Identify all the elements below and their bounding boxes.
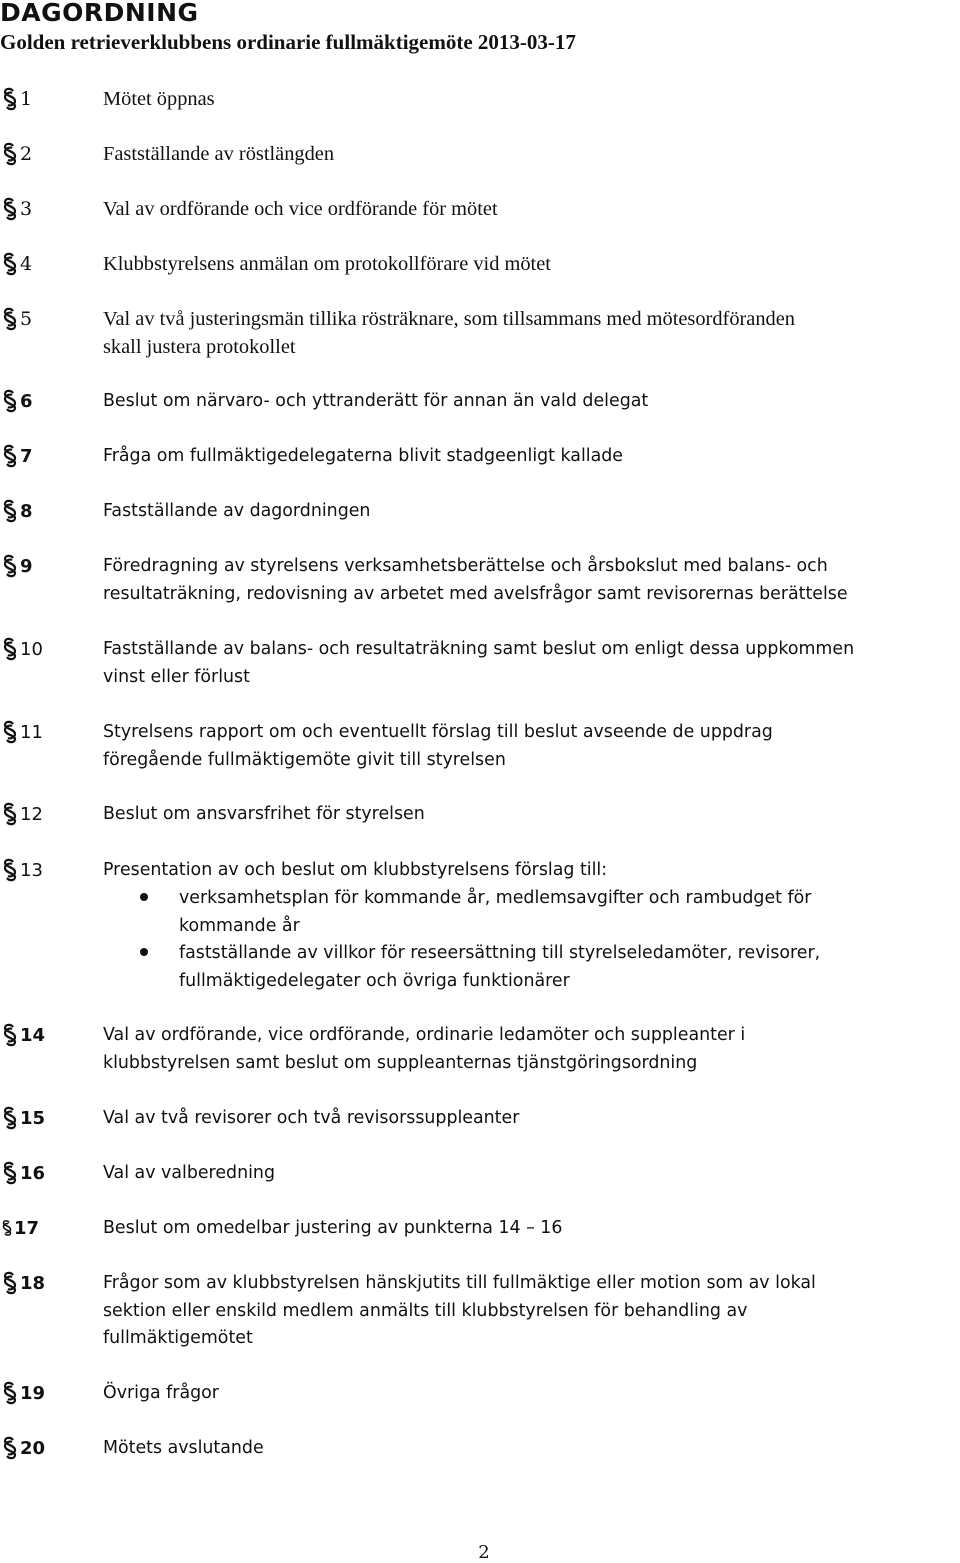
agenda-item-line: Föredragning av styrelsens verksamhetsberättelse och årsbokslut med balans- och bbox=[103, 556, 828, 576]
agenda-item-line: Fastställande av röstlängden bbox=[103, 143, 335, 165]
agenda-item-line: Styrelsens rapport om och eventuellt förslag till beslut avseende de uppdrag bbox=[103, 722, 773, 742]
agenda-item-number: 8 bbox=[20, 501, 33, 522]
section-sign-icon bbox=[0, 444, 20, 466]
agenda-item-text bbox=[103, 1160, 960, 1188]
agenda-item-number: 1 bbox=[20, 88, 33, 110]
agenda-item-text bbox=[103, 1270, 960, 1353]
section-sign-icon bbox=[0, 1106, 20, 1128]
section-sign-icon bbox=[0, 1023, 20, 1045]
agenda-item-text bbox=[103, 86, 960, 114]
agenda-item-number: 15 bbox=[20, 1108, 46, 1129]
section-sign-icon bbox=[0, 637, 20, 659]
sub-bullet-item bbox=[140, 885, 960, 940]
agenda-item-number: 14 bbox=[20, 1025, 46, 1046]
agenda-item-line: Fastställande av dagordningen bbox=[103, 501, 371, 521]
agenda-item-number: 7 bbox=[20, 446, 33, 467]
agenda-item-text bbox=[103, 251, 960, 279]
agenda-item-line: Val av ordförande och vice ordförande för mötet bbox=[103, 198, 498, 220]
sub-bullet-text bbox=[179, 885, 959, 940]
agenda-item-line: Beslut om närvaro- och yttranderätt för annan än vald delegat bbox=[103, 391, 649, 411]
agenda-item-number: 19 bbox=[20, 1383, 46, 1404]
bullet-icon bbox=[140, 893, 148, 901]
agenda-item-line: fullmäktigemötet bbox=[103, 1328, 253, 1348]
bullet-icon bbox=[140, 948, 148, 956]
agenda-item-line: Presentation av och beslut om klubbstyrelsens förslag till: bbox=[103, 860, 608, 880]
agenda-item-text bbox=[103, 1435, 960, 1463]
section-sign-icon bbox=[0, 858, 20, 880]
agenda-item-number: 17 bbox=[14, 1218, 40, 1239]
agenda-item-line: Val av ordförande, vice ordförande, ordinarie ledamöter och suppleanter i bbox=[103, 1025, 746, 1045]
section-sign-icon bbox=[0, 1271, 20, 1293]
agenda-item-text bbox=[103, 443, 960, 471]
section-sign-icon bbox=[0, 87, 20, 109]
section-sign-icon bbox=[0, 720, 20, 742]
section-sign-icon bbox=[0, 499, 20, 521]
sub-bullet-item bbox=[140, 940, 960, 995]
agenda-item-number: 6 bbox=[20, 391, 33, 412]
section-sign-icon bbox=[0, 252, 20, 274]
section-sign-icon bbox=[0, 554, 20, 576]
page-number: 2 bbox=[478, 1542, 490, 1563]
agenda-item-text bbox=[103, 1105, 960, 1133]
agenda-item-text bbox=[103, 553, 960, 608]
agenda-item-line: Klubbstyrelsens anmälan om protokollförare vid mötet bbox=[103, 253, 551, 275]
section-sign-icon bbox=[0, 142, 20, 164]
agenda-item-line: Val av valberedning bbox=[103, 1163, 275, 1183]
agenda-item-line: föregående fullmäktigemöte givit till styrelsen bbox=[103, 749, 506, 770]
section-sign-icon bbox=[0, 1216, 14, 1238]
agenda-item-text bbox=[103, 388, 960, 416]
agenda-item-line: resultaträkning, redovisning av arbetet med avelsfrågor samt revisorernas berättelse bbox=[103, 583, 848, 604]
agenda-item-number: 16 bbox=[20, 1163, 46, 1184]
sub-bullet-line: fastställande av villkor för reseersättning till styrelseledamöter, revisorer, bbox=[179, 943, 821, 963]
agenda-item-number: 13 bbox=[20, 860, 43, 881]
section-sign-icon bbox=[0, 307, 20, 329]
agenda-item-text bbox=[103, 498, 960, 526]
section-sign-icon bbox=[0, 389, 20, 411]
agenda-item-number: 3 bbox=[20, 198, 33, 220]
agenda-item-text bbox=[103, 636, 960, 691]
agenda-item-number: 2 bbox=[20, 143, 33, 165]
agenda-item-text bbox=[103, 719, 960, 774]
agenda-item-line: Val av två revisorer och två revisorssuppleanter bbox=[103, 1108, 520, 1128]
agenda-item-number: 20 bbox=[20, 1438, 46, 1459]
sub-bullet-line: fullmäktigedelegater och övriga funktionärer bbox=[179, 970, 570, 991]
agenda-item-number: 10 bbox=[20, 639, 43, 660]
agenda-item-number: 4 bbox=[20, 253, 33, 275]
agenda-item-text bbox=[103, 141, 960, 169]
agenda-item-number: 9 bbox=[20, 556, 33, 577]
agenda-item-number: 11 bbox=[20, 722, 43, 743]
agenda-item-text bbox=[103, 857, 960, 885]
agenda-item-text bbox=[103, 306, 960, 361]
agenda-item-line: Fastställande av balans- och resultaträkning samt beslut om enligt dessa uppkommen bbox=[103, 639, 855, 659]
sub-bullet-list bbox=[140, 885, 960, 995]
agenda-item-text bbox=[103, 196, 960, 224]
document-title: DAGORDNING bbox=[0, 0, 199, 27]
agenda-item-number: 5 bbox=[20, 308, 33, 330]
agenda-item-line: vinst eller förlust bbox=[103, 666, 250, 687]
agenda-item-line: skall justera protokollet bbox=[103, 335, 296, 358]
agenda-item-line: Mötet öppnas bbox=[103, 88, 215, 110]
agenda-item-line: Val av två justeringsmän tillika rösträknare, som tillsammans med mötesordföranden bbox=[103, 308, 795, 330]
agenda-item-number: 12 bbox=[20, 804, 43, 825]
agenda-item-line: Beslut om omedelbar justering av punkterna 14 – 16 bbox=[103, 1218, 563, 1238]
sub-bullet-line: kommande år bbox=[179, 915, 300, 936]
section-sign-icon bbox=[0, 1161, 20, 1183]
agenda-item-text bbox=[103, 1380, 960, 1408]
sub-bullet-text bbox=[179, 940, 959, 995]
agenda-item-text bbox=[103, 1215, 960, 1243]
section-sign-icon bbox=[0, 802, 20, 824]
agenda-item-text bbox=[103, 801, 960, 829]
document-subtitle: Golden retrieverklubbens ordinarie fullmäktigemöte 2013-03-17 bbox=[0, 30, 576, 54]
agenda-item-line: Mötets avslutande bbox=[103, 1438, 264, 1458]
section-sign-icon bbox=[0, 1436, 20, 1458]
agenda-item-line: Beslut om ansvarsfrihet för styrelsen bbox=[103, 804, 425, 824]
agenda-item-line: klubbstyrelsen samt beslut om suppleanternas tjänstgöringsordning bbox=[103, 1052, 698, 1073]
agenda-item-line: Övriga frågor bbox=[103, 1383, 219, 1403]
agenda-item-line: Fråga om fullmäktigedelegaterna blivit stadgeenligt kallade bbox=[103, 446, 624, 466]
agenda-item-number: 18 bbox=[20, 1273, 46, 1294]
sub-bullet-line: verksamhetsplan för kommande år, medlemsavgifter och rambudget för bbox=[179, 888, 812, 908]
agenda-item-line: Frågor som av klubbstyrelsen hänskjutits till fullmäktige eller motion som av lokal bbox=[103, 1273, 816, 1293]
agenda-item-text bbox=[103, 1022, 960, 1077]
agenda-item-line: sektion eller enskild medlem anmälts till klubbstyrelsen för behandling av bbox=[103, 1300, 748, 1321]
section-sign-icon bbox=[0, 1381, 20, 1403]
section-sign-icon bbox=[0, 197, 20, 219]
